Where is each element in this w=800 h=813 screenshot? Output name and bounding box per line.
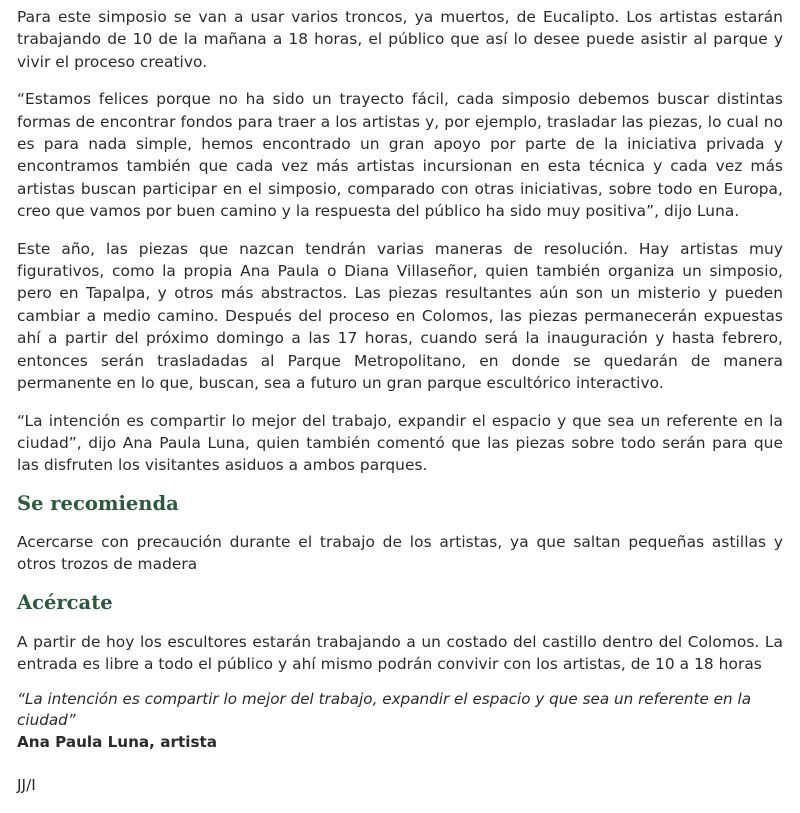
paragraph-acercate: A partir de hoy los escultores estarán trabajando a un costado del castillo dentro del Colomos. La entrada es libre a todo el público y ahí mismo podrán convivir con los artistas, de 10 a 18 horas — [17, 632, 783, 673]
heading-se-recomienda: Se recomienda — [17, 491, 179, 515]
heading-acercate: Acércate — [17, 590, 113, 614]
paragraph-piezas-resolucion: Este año, las piezas que nazcan tendrán varias maneras de resolución. Hay artistas muy figurativos, como la propia Ana Paula o Diana Villaseñor, quien también organiza un simposio, pero en Tapalpa, y otros más abstractos. Las piezas resultantes aún son un misterio y pueden cambiar a medio camino. Después del proceso en Colomos, las piezas permanecerán expuestas ahí a partir del próximo domingo a las 17 horas, cuando será la inauguración y hasta febrero, entonces serán trasladadas al Parque Metropolitano, en donde se quedarán de manera permanente en lo que, buscan, sea a futuro un gran parque escultórico interactivo. — [17, 239, 783, 393]
paragraph-intencion: “La intención es compartir lo mejor del trabajo, expandir el espacio y que sea un referente en la ciudad”, dijo Ana Paula Luna, quien también comentó que las piezas sobre todo serán para que las disfruten los visitantes asiduos a ambos parques. — [17, 411, 783, 475]
paragraph-quote-luna: “Estamos felices porque no ha sido un trayecto fácil, cada simposio debemos buscar distintas formas de encontrar fondos para traer a los artistas y, por ejemplo, trasladar las piezas, lo cual no es para nada simple, hemos encontrado un gran apoyo por parte de la iniciativa privada y encontramos también que cada vez más artistas incursionan en esta técnica y cada vez más artistas buscan participar en el simposio, comparado con otras iniciativas, sobre todo en Europa, creo que vamos por buen camino y la respuesta del público ha sido muy positiva”, dijo Luna. — [17, 90, 783, 221]
paragraph-simposio-troncos: Para este simposio se van a usar varios troncos, ya muertos, de Eucalipto. Los artistas estarán trabajando de 10 de la mañana a 18 horas, el público que así lo desee puede asistir al parque y vivir el proceso creativo. — [17, 8, 783, 71]
paragraph-recomienda: Acercarse con precaución durante el trabajo de los artistas, ya que saltan pequeñas astillas y otros trozos de madera — [17, 532, 783, 574]
pull-quote: “La intención es compartir lo mejor del trabajo, expandir el espacio y que sea un referente en la ciudad” — [17, 690, 752, 730]
article-signature: JJ/I — [17, 776, 36, 795]
pull-quote-author: Ana Paula Luna, artista — [17, 733, 217, 752]
